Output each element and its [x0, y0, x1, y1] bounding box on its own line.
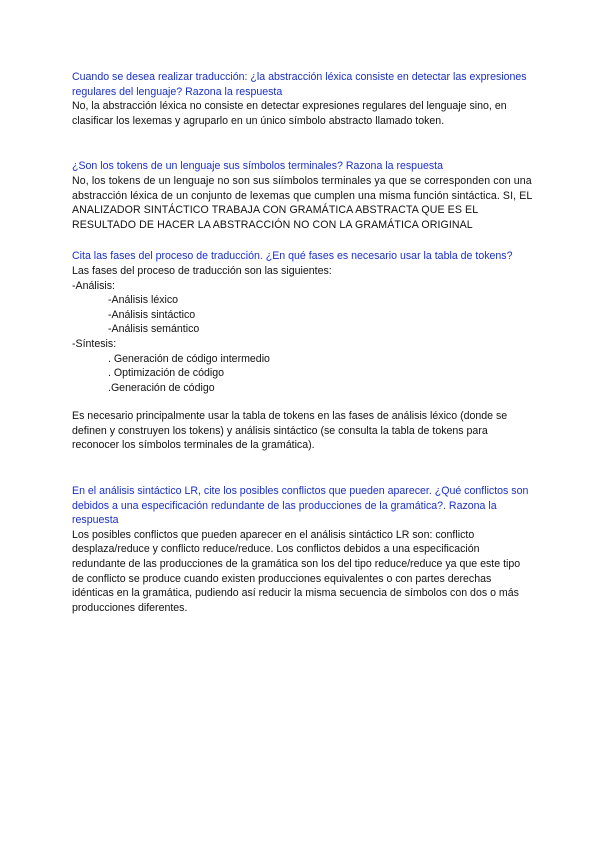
list-item: . Generación de código intermedio [108, 352, 270, 365]
question-3: Cita las fases del proceso de traducción. ¿En qué fases es necesario usar la tabla de tokens? [72, 250, 513, 263]
list-item: -Análisis sintáctico [108, 308, 196, 321]
answer-1: No, la abstracción léxica no consiste en detectar expresiones regulares del lenguaje sino, en clasificar los lexemas y agruparlo en un único símbolo abstracto llamado token. [72, 100, 507, 127]
answer-2: No, los tokens de un lenguaje no son sus siímbolos terminales ya que se corresponden con una abstracción léxica de un conjunto de lexemas que cumplen una misma función sintáctica. SI, EL ANALIZADOR SINTÁCTICO TRABAJA CON GRAMÁTICA ABSTRACTA QUE ES EL RESULTADO DE HACER LA ABSTRACCIÓN NO CON LA GRAMÁTICA ORIGINAL [72, 174, 532, 231]
spacer [72, 128, 532, 159]
phase-group-analysis-title: -Análisis: [72, 279, 115, 292]
list-item: -Análisis semántico [108, 323, 200, 336]
phase-list-analysis [72, 293, 532, 337]
question-4: En el análisis sintáctico LR, cite los posibles conflictos que pueden aparecer. ¿Qué conflictos son debidos a una especificación redundante de las producciones de la gramática?. Razona la respuesta [72, 485, 529, 527]
list-item: . Optimización de código [108, 367, 225, 380]
question-2: ¿Son los tokens de un lenguaje sus símbolos terminales? Razona la respuesta [72, 160, 443, 173]
answer-4: Los posibles conflictos que pueden aparecer en el análisis sintáctico LR son: conflicto desplaza/reduce y conflicto reduce/reduce. Los conflictos debidos a una especificación redundante de las producciones de la gramática son los del tipo reduce/reduce ya que este tipo de conflicto se produce cuando existen producciones equivalentes o con partes derechas idénticas en la gramática, pudiendo así reducir la misma secuencia de símbolos con dos o más producciones diferentes. [72, 528, 521, 614]
phase-list-synthesis [72, 352, 532, 396]
spacer [72, 453, 532, 484]
document-page [72, 70, 532, 615]
list-item: .Generación de código [108, 381, 215, 394]
answer-3-intro: Las fases del proceso de traducción son las siguientes: [72, 264, 332, 277]
phase-group-synthesis-title: -Síntesis: [72, 337, 117, 350]
list-item: -Análisis léxico [108, 294, 179, 307]
answer-3: Es necesario principalmente usar la tabla de tokens en las fases de análisis léxico (donde se definen y construyen los tokens) y análisis sintáctico (se consulta la tabla de tokens para reconocer los símbolos terminales de la gramática). [72, 410, 508, 452]
spacer [72, 395, 532, 409]
question-1: Cuando se desea realizar traducción: ¿la abstracción léxica consiste en detectar las expresiones regulares del lenguaje? Razona la respuesta [72, 71, 527, 98]
spacer [72, 232, 532, 249]
